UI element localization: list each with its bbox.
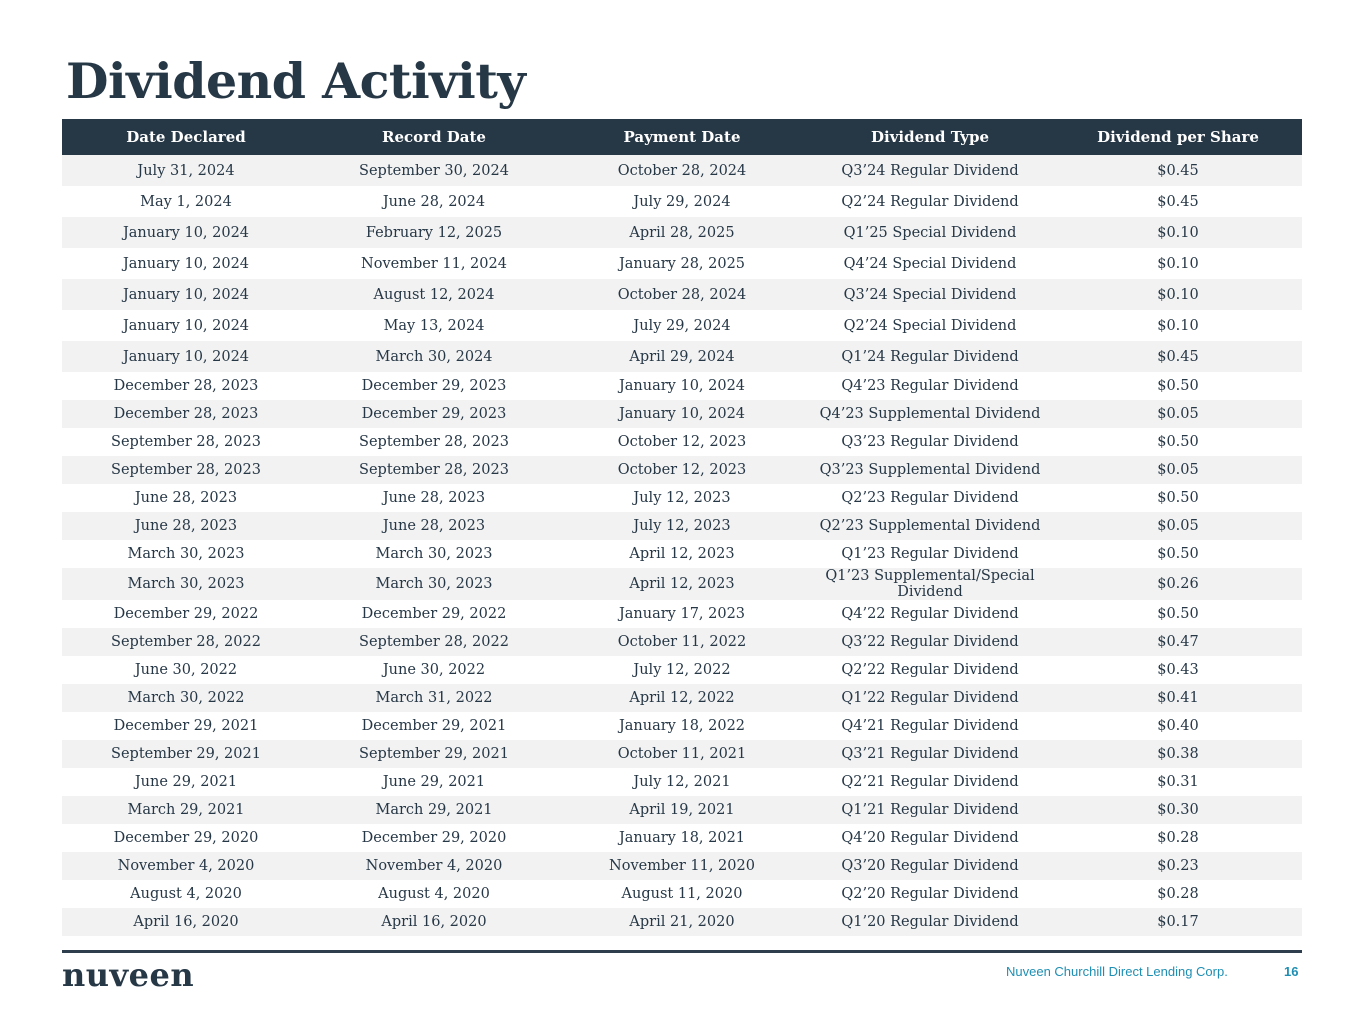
- cell-payment-date: January 18, 2022: [618, 718, 746, 734]
- cell-dividend-per-share: $0.10: [1157, 255, 1199, 272]
- cell-dividend-type: Q3’20 Regular Dividend: [806, 852, 1054, 880]
- cell-date-declared: March 30, 2023: [127, 546, 245, 562]
- cell-date-declared: November 4, 2020: [62, 852, 310, 880]
- cell-payment-date: April 28, 2025: [558, 217, 806, 248]
- cell-dividend-type: Q2’23 Supplemental Dividend: [806, 512, 1054, 540]
- table-row: [62, 428, 1302, 456]
- cell-dividend-type: Q3’22 Regular Dividend: [806, 628, 1054, 656]
- cell-payment-date: July 12, 2021: [633, 774, 731, 790]
- cell-record-date: November 4, 2020: [310, 852, 558, 880]
- cell-date-declared: June 28, 2023: [62, 512, 310, 540]
- cell-dividend-per-share: $0.05: [1054, 512, 1302, 540]
- cell-dividend-type: Q1’22 Regular Dividend: [806, 684, 1054, 712]
- cell-date-declared: September 28, 2022: [62, 628, 310, 656]
- cell-dividend-type: Q4’23 Regular Dividend: [841, 378, 1019, 394]
- cell-dividend-type: Q2’22 Regular Dividend: [841, 662, 1019, 678]
- cell-dividend-per-share: $0.43: [1157, 662, 1199, 678]
- cell-payment-date: October 12, 2023: [558, 456, 806, 484]
- cell-dividend-type: Q1’24 Regular Dividend: [806, 341, 1054, 372]
- table-row: [62, 824, 1302, 852]
- cell-date-declared: January 10, 2024: [62, 217, 310, 248]
- cell-date-declared: April 16, 2020: [62, 908, 310, 936]
- cell-dividend-per-share: $0.10: [1157, 317, 1199, 334]
- cell-dividend-per-share: $0.26: [1054, 568, 1302, 600]
- table-header-row: [62, 119, 1302, 155]
- table-row: [62, 456, 1302, 484]
- cell-payment-date: November 11, 2020: [558, 852, 806, 880]
- page-number: 16: [1284, 964, 1299, 979]
- cell-dividend-type: Q2’24 Special Dividend: [843, 317, 1017, 334]
- column-header-dividend-type: Dividend Type: [806, 119, 1054, 155]
- cell-record-date: September 30, 2024: [310, 155, 558, 186]
- cell-dividend-type: Q3’23 Supplemental Dividend: [806, 456, 1054, 484]
- cell-date-declared: January 10, 2024: [62, 279, 310, 310]
- cell-record-date: December 29, 2021: [361, 718, 507, 734]
- cell-payment-date: July 12, 2022: [633, 662, 731, 678]
- cell-dividend-type: Q2’20 Regular Dividend: [841, 886, 1019, 902]
- cell-payment-date: April 21, 2020: [558, 908, 806, 936]
- table-row: [62, 880, 1302, 908]
- cell-dividend-per-share: $0.28: [1157, 830, 1199, 846]
- cell-date-declared: June 29, 2021: [134, 774, 238, 790]
- cell-payment-date: October 12, 2023: [617, 434, 747, 450]
- cell-dividend-type: Q2’21 Regular Dividend: [841, 774, 1019, 790]
- cell-payment-date: October 28, 2024: [558, 155, 806, 186]
- table-row: [62, 684, 1302, 712]
- table-row: [62, 540, 1302, 568]
- cell-payment-date: October 28, 2024: [558, 279, 806, 310]
- cell-dividend-type: Q1’21 Regular Dividend: [806, 796, 1054, 824]
- cell-dividend-per-share: $0.50: [1157, 434, 1199, 450]
- column-header-record-date: Record Date: [310, 119, 558, 155]
- footer-divider: [62, 950, 1302, 953]
- cell-dividend-type: Q4’21 Regular Dividend: [841, 718, 1019, 734]
- cell-dividend-type: Q4’24 Special Dividend: [843, 255, 1017, 272]
- table-row: [62, 600, 1302, 628]
- cell-record-date: June 29, 2021: [382, 774, 486, 790]
- cell-dividend-per-share: $0.40: [1157, 718, 1199, 734]
- cell-date-declared: December 29, 2021: [113, 718, 259, 734]
- cell-dividend-per-share: $0.41: [1054, 684, 1302, 712]
- cell-date-declared: March 29, 2021: [62, 796, 310, 824]
- cell-payment-date: April 12, 2023: [629, 546, 735, 562]
- cell-dividend-per-share: $0.47: [1054, 628, 1302, 656]
- cell-date-declared: August 4, 2020: [130, 886, 242, 902]
- cell-payment-date: January 17, 2023: [618, 606, 746, 622]
- cell-dividend-per-share: $0.38: [1054, 740, 1302, 768]
- cell-date-declared: December 29, 2020: [113, 830, 259, 846]
- cell-dividend-type: Q3’24 Special Dividend: [806, 279, 1054, 310]
- cell-date-declared: January 10, 2024: [62, 341, 310, 372]
- cell-record-date: December 29, 2023: [361, 378, 507, 394]
- table-row: [62, 400, 1302, 428]
- cell-record-date: March 30, 2023: [375, 546, 493, 562]
- table-row: [62, 155, 1302, 186]
- cell-dividend-per-share: $0.05: [1054, 400, 1302, 428]
- column-header-dividend-per-share: Dividend per Share: [1054, 119, 1302, 155]
- cell-dividend-per-share: $0.45: [1157, 193, 1199, 210]
- cell-dividend-type: Q2’23 Regular Dividend: [841, 490, 1019, 506]
- cell-dividend-type: Q3’24 Regular Dividend: [806, 155, 1054, 186]
- cell-payment-date: July 12, 2023: [558, 512, 806, 540]
- table-row: [62, 512, 1302, 540]
- cell-dividend-type: Q3’21 Regular Dividend: [806, 740, 1054, 768]
- cell-record-date: June 28, 2023: [310, 512, 558, 540]
- cell-dividend-per-share: $0.05: [1054, 456, 1302, 484]
- page-title: Dividend Activity: [66, 52, 526, 110]
- cell-payment-date: January 28, 2025: [618, 255, 746, 272]
- table-row: [62, 628, 1302, 656]
- cell-payment-date: July 12, 2023: [633, 490, 731, 506]
- cell-dividend-type: Q4’20 Regular Dividend: [841, 830, 1019, 846]
- cell-dividend-per-share: $0.17: [1054, 908, 1302, 936]
- cell-dividend-per-share: $0.10: [1054, 279, 1302, 310]
- table-row: [62, 217, 1302, 248]
- column-header-date-declared: Date Declared: [62, 119, 310, 155]
- cell-payment-date: July 29, 2024: [633, 193, 731, 210]
- cell-record-date: April 16, 2020: [310, 908, 558, 936]
- column-header-payment-date: Payment Date: [558, 119, 806, 155]
- nuveen-logo: nuveen: [62, 956, 195, 994]
- cell-dividend-per-share: $0.50: [1157, 490, 1199, 506]
- cell-date-declared: June 28, 2023: [134, 490, 238, 506]
- table-row: [62, 568, 1302, 600]
- table-row: [62, 852, 1302, 880]
- cell-dividend-per-share: $0.50: [1157, 606, 1199, 622]
- cell-date-declared: July 31, 2024: [62, 155, 310, 186]
- cell-record-date: February 12, 2025: [310, 217, 558, 248]
- table-row: [62, 248, 1302, 279]
- table-row: [62, 768, 1302, 796]
- table-row: [62, 310, 1302, 341]
- cell-dividend-per-share: $0.50: [1157, 378, 1199, 394]
- table-row: [62, 484, 1302, 512]
- cell-dividend-per-share: $0.45: [1054, 341, 1302, 372]
- table-row: [62, 796, 1302, 824]
- footer-company-name: Nuveen Churchill Direct Lending Corp.: [1006, 964, 1228, 979]
- cell-dividend-per-share: $0.23: [1054, 852, 1302, 880]
- cell-record-date: December 29, 2023: [310, 400, 558, 428]
- cell-record-date: March 31, 2022: [310, 684, 558, 712]
- cell-dividend-type: Q4’22 Regular Dividend: [841, 606, 1019, 622]
- cell-payment-date: October 11, 2021: [558, 740, 806, 768]
- cell-record-date: June 28, 2023: [382, 490, 486, 506]
- table-row: [62, 372, 1302, 400]
- cell-record-date: September 29, 2021: [310, 740, 558, 768]
- cell-date-declared: June 30, 2022: [134, 662, 238, 678]
- cell-record-date: August 4, 2020: [378, 886, 490, 902]
- cell-record-date: September 28, 2023: [359, 434, 509, 450]
- table-row: [62, 656, 1302, 684]
- cell-record-date: March 29, 2021: [310, 796, 558, 824]
- cell-dividend-type: Q1’23 Regular Dividend: [841, 546, 1019, 562]
- dividend-table: [62, 119, 1302, 936]
- table-row: [62, 341, 1302, 372]
- cell-dividend-type: Q3’23 Regular Dividend: [841, 434, 1019, 450]
- cell-payment-date: August 11, 2020: [621, 886, 743, 902]
- cell-dividend-type: Q2’24 Regular Dividend: [841, 193, 1019, 210]
- cell-payment-date: April 12, 2022: [558, 684, 806, 712]
- cell-record-date: March 30, 2023: [310, 568, 558, 600]
- cell-date-declared: December 28, 2023: [62, 400, 310, 428]
- cell-dividend-per-share: $0.10: [1054, 217, 1302, 248]
- cell-dividend-per-share: $0.31: [1157, 774, 1199, 790]
- cell-record-date: August 12, 2024: [310, 279, 558, 310]
- cell-date-declared: March 30, 2022: [62, 684, 310, 712]
- cell-date-declared: December 29, 2022: [113, 606, 259, 622]
- cell-payment-date: July 29, 2024: [633, 317, 731, 334]
- cell-payment-date: January 18, 2021: [618, 830, 746, 846]
- cell-dividend-per-share: $0.28: [1157, 886, 1199, 902]
- table-row: [62, 186, 1302, 217]
- cell-date-declared: January 10, 2024: [122, 317, 250, 334]
- cell-date-declared: September 29, 2021: [62, 740, 310, 768]
- cell-dividend-type: Q1’25 Special Dividend: [806, 217, 1054, 248]
- cell-record-date: September 28, 2023: [310, 456, 558, 484]
- table-row: [62, 908, 1302, 936]
- cell-record-date: June 28, 2024: [382, 193, 486, 210]
- cell-payment-date: April 19, 2021: [558, 796, 806, 824]
- cell-date-declared: September 28, 2023: [62, 456, 310, 484]
- cell-record-date: December 29, 2020: [361, 830, 507, 846]
- cell-payment-date: April 29, 2024: [558, 341, 806, 372]
- cell-date-declared: January 10, 2024: [122, 255, 250, 272]
- cell-payment-date: January 10, 2024: [558, 400, 806, 428]
- cell-record-date: March 30, 2024: [310, 341, 558, 372]
- cell-dividend-type: Q1’23 Supplemental/Special Dividend: [806, 568, 1054, 600]
- cell-payment-date: October 11, 2022: [558, 628, 806, 656]
- cell-date-declared: March 30, 2023: [62, 568, 310, 600]
- cell-record-date: September 28, 2022: [310, 628, 558, 656]
- cell-payment-date: April 12, 2023: [558, 568, 806, 600]
- cell-dividend-per-share: $0.45: [1054, 155, 1302, 186]
- cell-payment-date: January 10, 2024: [618, 378, 746, 394]
- cell-date-declared: May 1, 2024: [140, 193, 232, 210]
- cell-record-date: June 30, 2022: [382, 662, 486, 678]
- cell-record-date: November 11, 2024: [361, 255, 507, 272]
- cell-dividend-per-share: $0.50: [1157, 546, 1199, 562]
- cell-record-date: May 13, 2024: [383, 317, 485, 334]
- table-row: [62, 740, 1302, 768]
- cell-date-declared: September 28, 2023: [111, 434, 261, 450]
- table-row: [62, 712, 1302, 740]
- cell-dividend-per-share: $0.30: [1054, 796, 1302, 824]
- cell-record-date: December 29, 2022: [361, 606, 507, 622]
- cell-dividend-type: Q1’20 Regular Dividend: [806, 908, 1054, 936]
- cell-dividend-type: Q4’23 Supplemental Dividend: [806, 400, 1054, 428]
- cell-date-declared: December 28, 2023: [113, 378, 259, 394]
- table-row: [62, 279, 1302, 310]
